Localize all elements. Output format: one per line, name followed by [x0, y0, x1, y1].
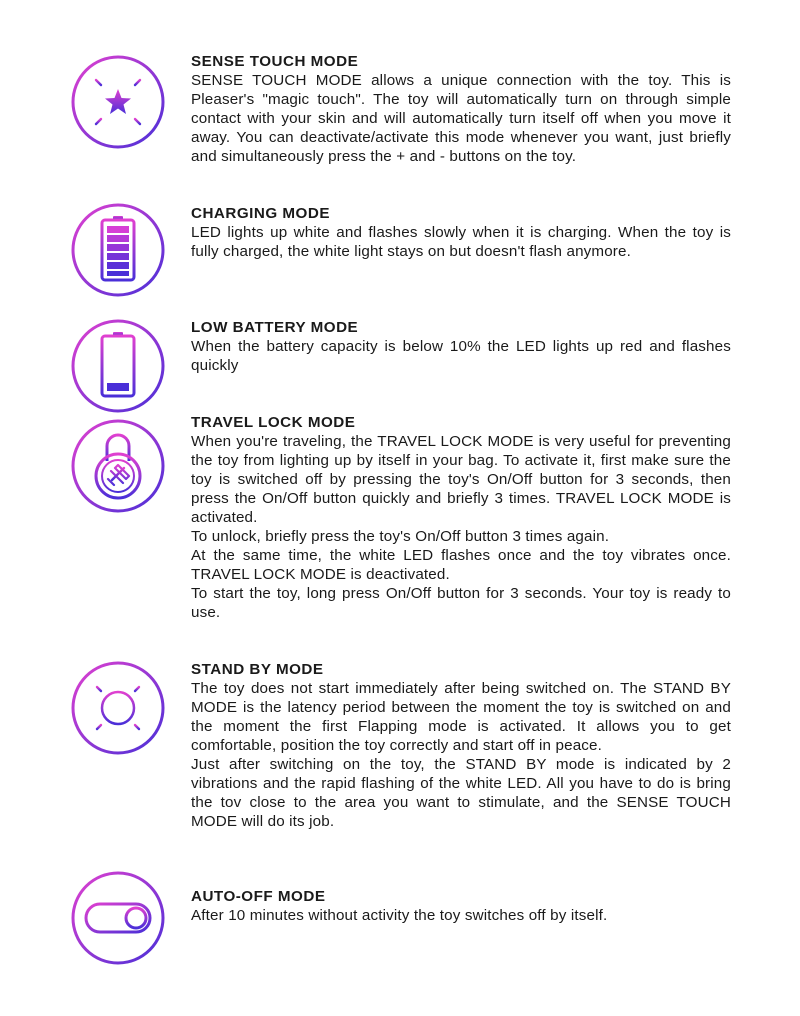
section-paragraph: The toy does not start immediately after being switched on. The STAND BY MODE is the latency period between the moment the toy is switched on and the moment the first Flapping mode is activated. It allows you to get comfortable, position the toy correctly and start off in peace. — [191, 680, 731, 754]
star-burst-icon — [70, 54, 166, 150]
section-title: STAND BY MODE — [191, 661, 324, 678]
section-paragraph: When you're traveling, the TRAVEL LOCK MODE is very useful for preventing the toy from lighting up by itself in your bag. To activate it, first make sure the toy is switched off by pressing the toy's On/Off button for 3 seconds, then press the On/Off button quickly and briefly 3 times. TRAVEL LOCK MODE is activated. — [191, 433, 731, 526]
padlock-plane-icon — [70, 418, 166, 514]
battery-full-icon — [70, 202, 166, 298]
section-paragraph: SENSE TOUCH MODE allows a unique connection with the toy. This is Pleaser's "magic touch". The toy will automatically turn on through simple contact with your skin and will automatically turn itself off when you move it away. You can deactivate/activate this mode whenever you want, just briefly and simultaneously press the + and - buttons on the toy. — [191, 72, 731, 165]
section-paragraph: When the battery capacity is below 10% the LED lights up red and flashes quickly — [191, 338, 731, 374]
section-paragraph: After 10 minutes without activity the toy switches off by itself. — [191, 907, 608, 924]
section-title: LOW BATTERY MODE — [191, 319, 359, 336]
section-title: SENSE TOUCH MODE — [191, 53, 359, 70]
section-title: AUTO-OFF MODE — [191, 888, 326, 905]
battery-low-icon — [70, 318, 166, 414]
section-title: TRAVEL LOCK MODE — [191, 414, 356, 431]
standby-sun-icon — [70, 660, 166, 756]
section-paragraph: To unlock, briefly press the toy's On/Off button 3 times again. — [191, 528, 610, 545]
section-paragraph: Just after switching on the toy, the STAND BY mode is indicated by 2 vibrations and the rapid flashing of the white LED. All you have to do is bring the tov close to the area you want to stimulate, and the SENSE TOUCH MODE will do its job. — [191, 756, 731, 830]
toggle-switch-icon — [70, 870, 166, 966]
section-paragraph: To start the toy, long press On/Off button for 3 seconds. Your toy is ready to use. — [191, 585, 731, 621]
section-paragraph: At the same time, the white LED flashes once and the toy vibrates once. TRAVEL LOCK MODE is deactivated. — [191, 547, 731, 583]
section-paragraph: LED lights up white and flashes slowly when it is charging. When the toy is fully charged, the white light stays on but doesn't flash anymore. — [191, 224, 731, 260]
section-title: CHARGING MODE — [191, 205, 330, 222]
